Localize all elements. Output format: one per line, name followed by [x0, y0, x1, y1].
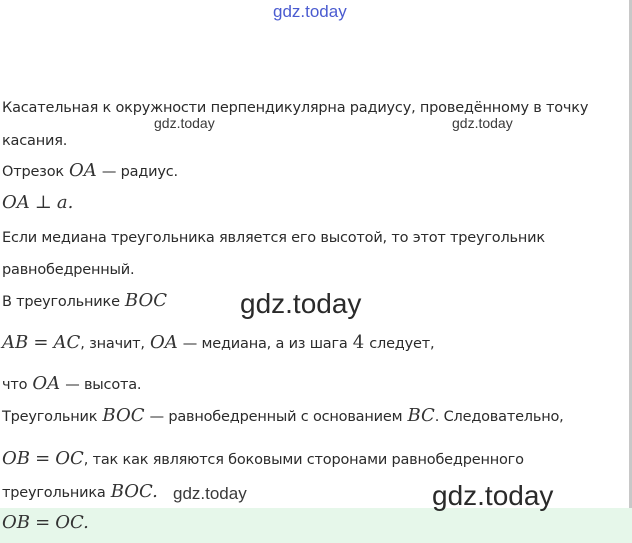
text-line-5: Если медиана треугольника является его высотой, то этот треугольник	[2, 230, 545, 246]
line8-eq: =	[33, 332, 49, 353]
watermark-middle: gdz.today	[240, 288, 362, 319]
line4-math-b: a.	[56, 192, 74, 213]
text-line-6: равнобедренный.	[2, 262, 135, 278]
line10-text-1: Треугольник	[2, 409, 98, 425]
perpendicular-symbol: ⊥	[34, 192, 52, 213]
answer-eq: =	[35, 512, 51, 533]
line9-text-2: — высота.	[65, 377, 142, 393]
answer-line	[2, 512, 89, 533]
line8-math-b: AC	[53, 332, 81, 353]
watermark-top: gdz.today	[273, 2, 347, 21]
line9-math: OA	[32, 373, 61, 394]
text-line-8	[2, 332, 434, 353]
line10-text-3: . Следовательно,	[434, 409, 564, 425]
text-line-7	[2, 290, 167, 311]
text-line-2: касания.	[2, 133, 68, 149]
watermark-bottom-big: gdz.today	[432, 480, 554, 511]
line8-step-number: 4	[352, 332, 365, 353]
line11-eq: =	[35, 448, 51, 469]
line3-rest: — радиус.	[101, 164, 178, 180]
line8-math-c: OA	[149, 332, 178, 353]
line8-text-1: , значит,	[80, 336, 145, 352]
watermark-bottom-small: gdz.today	[173, 484, 247, 503]
line11-math-b: OC	[55, 448, 84, 469]
line3-math: OA	[69, 160, 97, 181]
answer-math-a: OB	[2, 512, 30, 533]
line7-math: BOC	[124, 290, 167, 311]
line10-math-a: BOC	[102, 405, 145, 426]
line7-text: В треугольнике	[2, 294, 120, 310]
line12-text-1: треугольника	[2, 485, 106, 501]
line11-math-a: OB	[2, 448, 30, 469]
line10-text-2: — равнобедренный с основанием	[149, 409, 403, 425]
text-line-4	[2, 192, 73, 213]
line10-math-b: BC	[407, 405, 435, 426]
text-line-3	[2, 160, 178, 181]
text-line-1: Касательная к окружности перпендикулярна радиусу, проведённому в точку	[2, 100, 589, 116]
line12-math: BOC.	[110, 481, 158, 502]
text-line-9	[2, 373, 141, 394]
text-line-11	[2, 448, 524, 469]
text-line-12	[2, 481, 158, 502]
line3-text: Отрезок	[2, 164, 64, 180]
watermark-line1-right: gdz.today	[452, 115, 513, 131]
line8-text-2: — медиана, а из шага	[182, 336, 348, 352]
line4-math-a: OA	[2, 192, 30, 213]
answer-highlight	[0, 508, 632, 543]
line9-text-1: что	[2, 377, 28, 393]
line8-math-a: AB	[2, 332, 29, 353]
text-line-10	[2, 405, 564, 426]
answer-math-b: OC.	[55, 512, 89, 533]
line8-text-3: следует,	[369, 336, 435, 352]
watermark-line1-left: gdz.today	[154, 115, 215, 131]
line11-text-1: , так как являются боковыми сторонами равнобедренного	[83, 452, 524, 468]
